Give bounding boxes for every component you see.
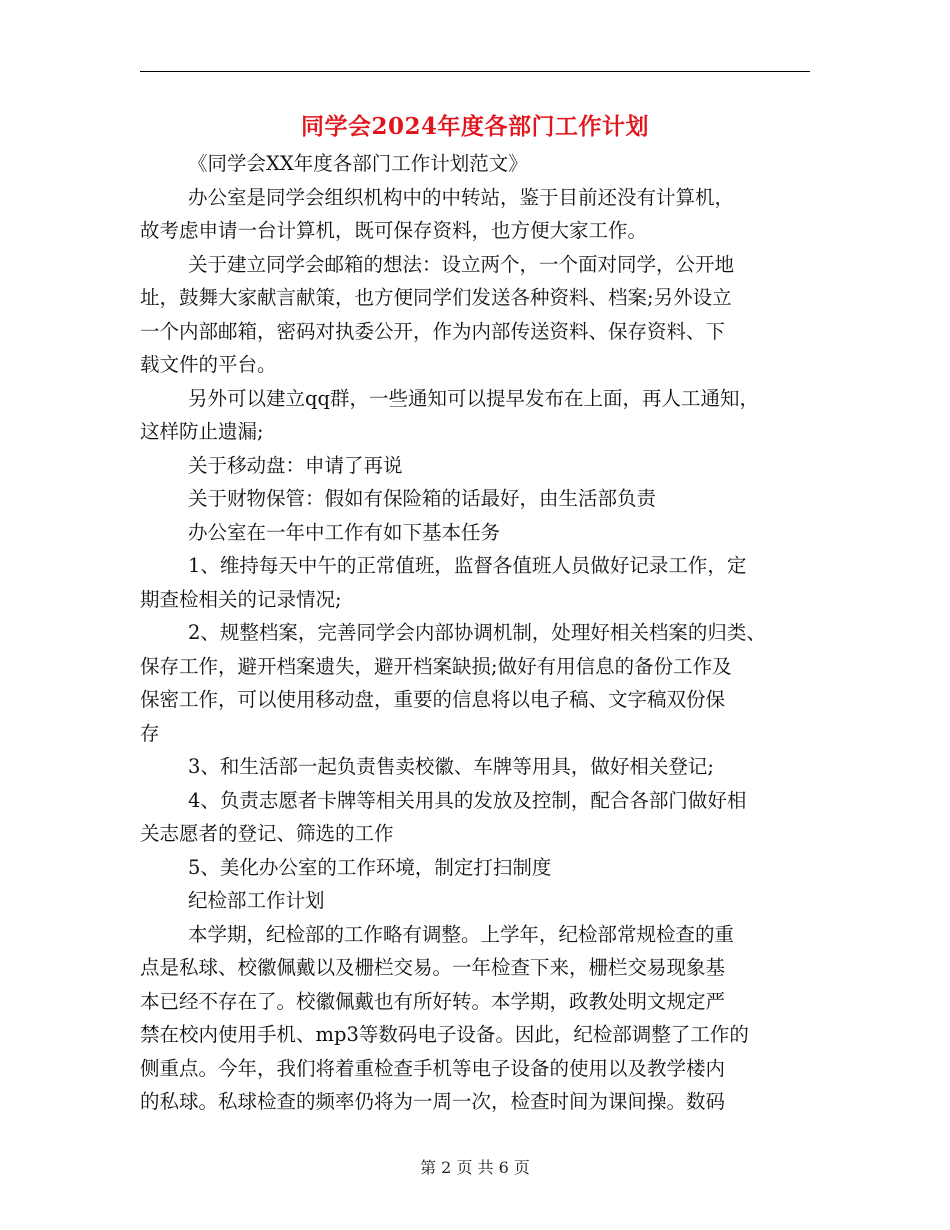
- paragraph-p6: [140, 482, 815, 516]
- paragraph-p7: [140, 516, 815, 550]
- paragraph-line: 办公室在一年中工作有如下基本任务: [188, 520, 501, 544]
- header-rule: [140, 71, 810, 72]
- paragraph-p13: [140, 884, 815, 918]
- paragraph-line: 禁在校内使用手机、mp3等数码电子设备。因此，纪检部调整了工作的: [140, 1023, 749, 1046]
- document-title: 同学会2024年度各部门工作计划: [300, 113, 649, 140]
- paragraph-line: 关于移动盘：申请了再说: [188, 453, 403, 477]
- paragraph-line: 5、美化办公室的工作环境，制定打扫制度: [188, 855, 552, 879]
- paragraph-line: 《同学会XX年度各部门工作计划范文》: [188, 152, 528, 175]
- paragraph-p9: [140, 616, 815, 750]
- paragraph-p4: [140, 382, 815, 449]
- paragraph-line: 侧重点。今年，我们将着重检查手机等电子设备的使用以及教学楼内: [140, 1056, 726, 1080]
- paragraph-p14: [140, 918, 815, 1119]
- paragraph-line: 期查检相关的记录情况;: [140, 587, 342, 611]
- paragraph-p12: [140, 851, 815, 885]
- paragraph-line: 的私球。私球检查的频率仍将为一周一次，检查时间为课间操。数码: [140, 1090, 726, 1113]
- paragraph-p5: [140, 449, 815, 483]
- paragraph-line: 2、规整档案，完善同学会内部协调机制，处理好相关档案的归类、: [188, 621, 766, 644]
- paragraph-line: 另外可以建立qq群，一些通知可以提早发布在上面，再人工通知，: [188, 386, 759, 410]
- paragraph-line: 本学期，纪检部的工作略有调整。上学年，纪检部常规检查的重: [188, 922, 735, 946]
- page-number: 第 2 页 共 6 页: [420, 1158, 530, 1177]
- paragraph-line: 纪检部工作计划: [188, 889, 325, 912]
- paragraph-line: 关于财物保管：假如有保险箱的话最好，由生活部负责: [188, 487, 657, 510]
- paragraph-line: 保密工作，可以使用移动盘，重要的信息将以电子稿、文字稿双份保: [140, 688, 726, 711]
- paragraph-line: 3、和生活部一起负责售卖校徽、车牌等用具，做好相关登记;: [188, 755, 714, 778]
- paragraph-p2: [140, 181, 815, 248]
- paragraph-line: 保存工作，避开档案遗失，避开档案缺损;做好有用信息的备份工作及: [140, 654, 732, 678]
- paragraph-line: 一个内部邮箱，密码对执委公开，作为内部传送资料、保存资料、下: [140, 319, 726, 343]
- paragraph-line: 关于建立同学会邮箱的想法：设立两个，一个面对同学，公开地: [188, 252, 735, 276]
- paragraph-line: 办公室是同学会组织机构中的中转站，鉴于目前还没有计算机，: [188, 185, 735, 209]
- paragraph-p11: [140, 784, 815, 851]
- paragraph-line: 点是私球、校徽佩戴以及栅栏交易。一年检查下来，栅栏交易现象基: [140, 956, 726, 979]
- paragraph-p10: [140, 750, 815, 784]
- paragraph-line: 故考虑申请一台计算机，既可保存资料，也方便大家工作。: [140, 219, 648, 242]
- document-body: [140, 147, 815, 1119]
- paragraph-line: 本已经不存在了。校徽佩戴也有所好转。本学期，政教处明文规定严: [140, 989, 726, 1013]
- paragraph-line: 存: [140, 721, 160, 745]
- paragraph-line: 1、维持每天中午的正常值班，监督各值班人员做好记录工作，定: [188, 554, 747, 577]
- paragraph-line: 载文件的平台。: [140, 353, 277, 376]
- paragraph-line: 4、负责志愿者卡牌等相关用具的发放及控制，配合各部门做好相: [188, 788, 747, 812]
- paragraph-line: 这样防止遗漏;: [140, 420, 264, 443]
- paragraph-p3: [140, 248, 815, 382]
- paragraph-p8: [140, 549, 815, 616]
- paragraph-line: 关志愿者的登记、筛选的工作: [140, 822, 394, 845]
- paragraph-line: 址，鼓舞大家献言献策，也方便同学们发送各种资料、档案;另外设立: [140, 286, 732, 309]
- paragraph-p1: [140, 147, 815, 181]
